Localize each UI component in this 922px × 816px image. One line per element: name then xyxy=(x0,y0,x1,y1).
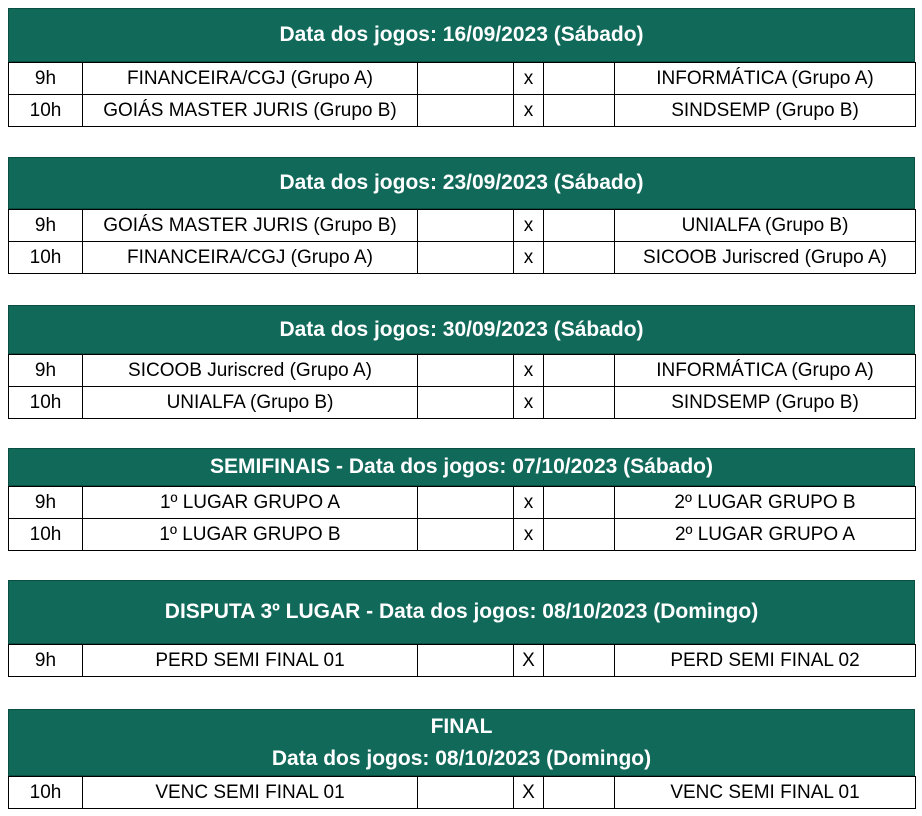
home-team: SICOOB Juriscred (Grupo A) xyxy=(83,355,418,387)
home-team: GOIÁS MASTER JURIS (Grupo B) xyxy=(83,210,418,242)
games-table xyxy=(8,644,916,677)
day-header xyxy=(8,8,915,62)
day-block-16-09 xyxy=(8,8,915,127)
away-team: SINDSEMP (Grupo B) xyxy=(615,387,916,419)
home-score-cell xyxy=(418,387,514,419)
game-time: 10h xyxy=(9,242,83,274)
table-row xyxy=(9,645,916,677)
day-block-23-09 xyxy=(8,157,915,274)
away-score-cell xyxy=(544,387,615,419)
home-team: 1º LUGAR GRUPO A xyxy=(83,487,418,519)
home-team: FINANCEIRA/CGJ (Grupo A) xyxy=(83,63,418,95)
away-team: INFORMÁTICA (Grupo A) xyxy=(615,355,916,387)
away-team: 2º LUGAR GRUPO A xyxy=(615,519,916,551)
table-row xyxy=(9,242,916,274)
away-team: PERD SEMI FINAL 02 xyxy=(615,645,916,677)
away-team: SINDSEMP (Grupo B) xyxy=(615,95,916,127)
day-header xyxy=(8,709,915,776)
home-team: PERD SEMI FINAL 01 xyxy=(83,645,418,677)
day-block-30-09 xyxy=(8,305,915,419)
day-header-title: FINAL xyxy=(430,714,493,738)
home-score-cell xyxy=(418,242,514,274)
day-header-subtitle: Data dos jogos: 08/10/2023 (Domingo) xyxy=(271,746,652,770)
games-table xyxy=(8,62,916,127)
table-row xyxy=(9,487,916,519)
games-table xyxy=(8,776,916,809)
table-row xyxy=(9,355,916,387)
home-team: GOIÁS MASTER JURIS (Grupo B) xyxy=(83,95,418,127)
home-score-cell xyxy=(418,519,514,551)
day-header-title: Data dos jogos: 16/09/2023 (Sábado) xyxy=(279,23,644,46)
home-score-cell xyxy=(418,210,514,242)
versus-mark: x xyxy=(514,387,544,419)
game-time: 10h xyxy=(9,519,83,551)
game-time: 9h xyxy=(9,355,83,387)
home-team: 1º LUGAR GRUPO B xyxy=(83,519,418,551)
away-team: 2º LUGAR GRUPO B xyxy=(615,487,916,519)
game-time: 9h xyxy=(9,645,83,677)
day-header-title: DISPUTA 3º LUGAR - Data dos jogos: 08/10/2023 (Domingo) xyxy=(164,600,759,623)
semifinals-block xyxy=(8,448,915,551)
home-score-cell xyxy=(418,63,514,95)
game-time: 10h xyxy=(9,777,83,809)
versus-mark: X xyxy=(514,645,544,677)
table-row xyxy=(9,63,916,95)
away-team: VENC SEMI FINAL 01 xyxy=(615,777,916,809)
away-team: UNIALFA (Grupo B) xyxy=(615,210,916,242)
game-time: 10h xyxy=(9,95,83,127)
away-team: INFORMÁTICA (Grupo A) xyxy=(615,63,916,95)
home-team: VENC SEMI FINAL 01 xyxy=(83,777,418,809)
versus-mark: x xyxy=(514,95,544,127)
home-score-cell xyxy=(418,95,514,127)
game-time: 9h xyxy=(9,63,83,95)
games-table xyxy=(8,354,916,419)
day-header-title: SEMIFINAIS - Data dos jogos: 07/10/2023 (Sábado) xyxy=(210,455,713,478)
day-header xyxy=(8,305,915,354)
home-score-cell xyxy=(418,487,514,519)
table-row xyxy=(9,387,916,419)
away-score-cell xyxy=(544,242,615,274)
games-table xyxy=(8,486,916,551)
final-block xyxy=(8,709,915,809)
day-header-title: Data dos jogos: 30/09/2023 (Sábado) xyxy=(279,317,644,341)
day-header-title: Data dos jogos: 23/09/2023 (Sábado) xyxy=(279,171,644,194)
day-header xyxy=(8,448,915,486)
day-header xyxy=(8,157,915,209)
table-row xyxy=(9,210,916,242)
game-time: 9h xyxy=(9,210,83,242)
versus-mark: x xyxy=(514,487,544,519)
game-time: 9h xyxy=(9,487,83,519)
versus-mark: x xyxy=(514,210,544,242)
versus-mark: x xyxy=(514,519,544,551)
away-score-cell xyxy=(544,355,615,387)
table-row xyxy=(9,777,916,809)
versus-mark: x xyxy=(514,242,544,274)
game-time: 10h xyxy=(9,387,83,419)
versus-mark: x xyxy=(514,355,544,387)
table-row xyxy=(9,95,916,127)
home-team: UNIALFA (Grupo B) xyxy=(83,387,418,419)
games-table xyxy=(8,209,916,274)
away-score-cell xyxy=(544,210,615,242)
away-team: SICOOB Juriscred (Grupo A) xyxy=(615,242,916,274)
versus-mark: X xyxy=(514,777,544,809)
away-score-cell xyxy=(544,519,615,551)
day-header xyxy=(8,580,915,644)
home-score-cell xyxy=(418,777,514,809)
home-score-cell xyxy=(418,645,514,677)
third-place-block xyxy=(8,580,915,677)
away-score-cell xyxy=(544,95,615,127)
away-score-cell xyxy=(544,63,615,95)
home-score-cell xyxy=(418,355,514,387)
table-row xyxy=(9,519,916,551)
home-team: FINANCEIRA/CGJ (Grupo A) xyxy=(83,242,418,274)
away-score-cell xyxy=(544,645,615,677)
away-score-cell xyxy=(544,487,615,519)
versus-mark: x xyxy=(514,63,544,95)
away-score-cell xyxy=(544,777,615,809)
